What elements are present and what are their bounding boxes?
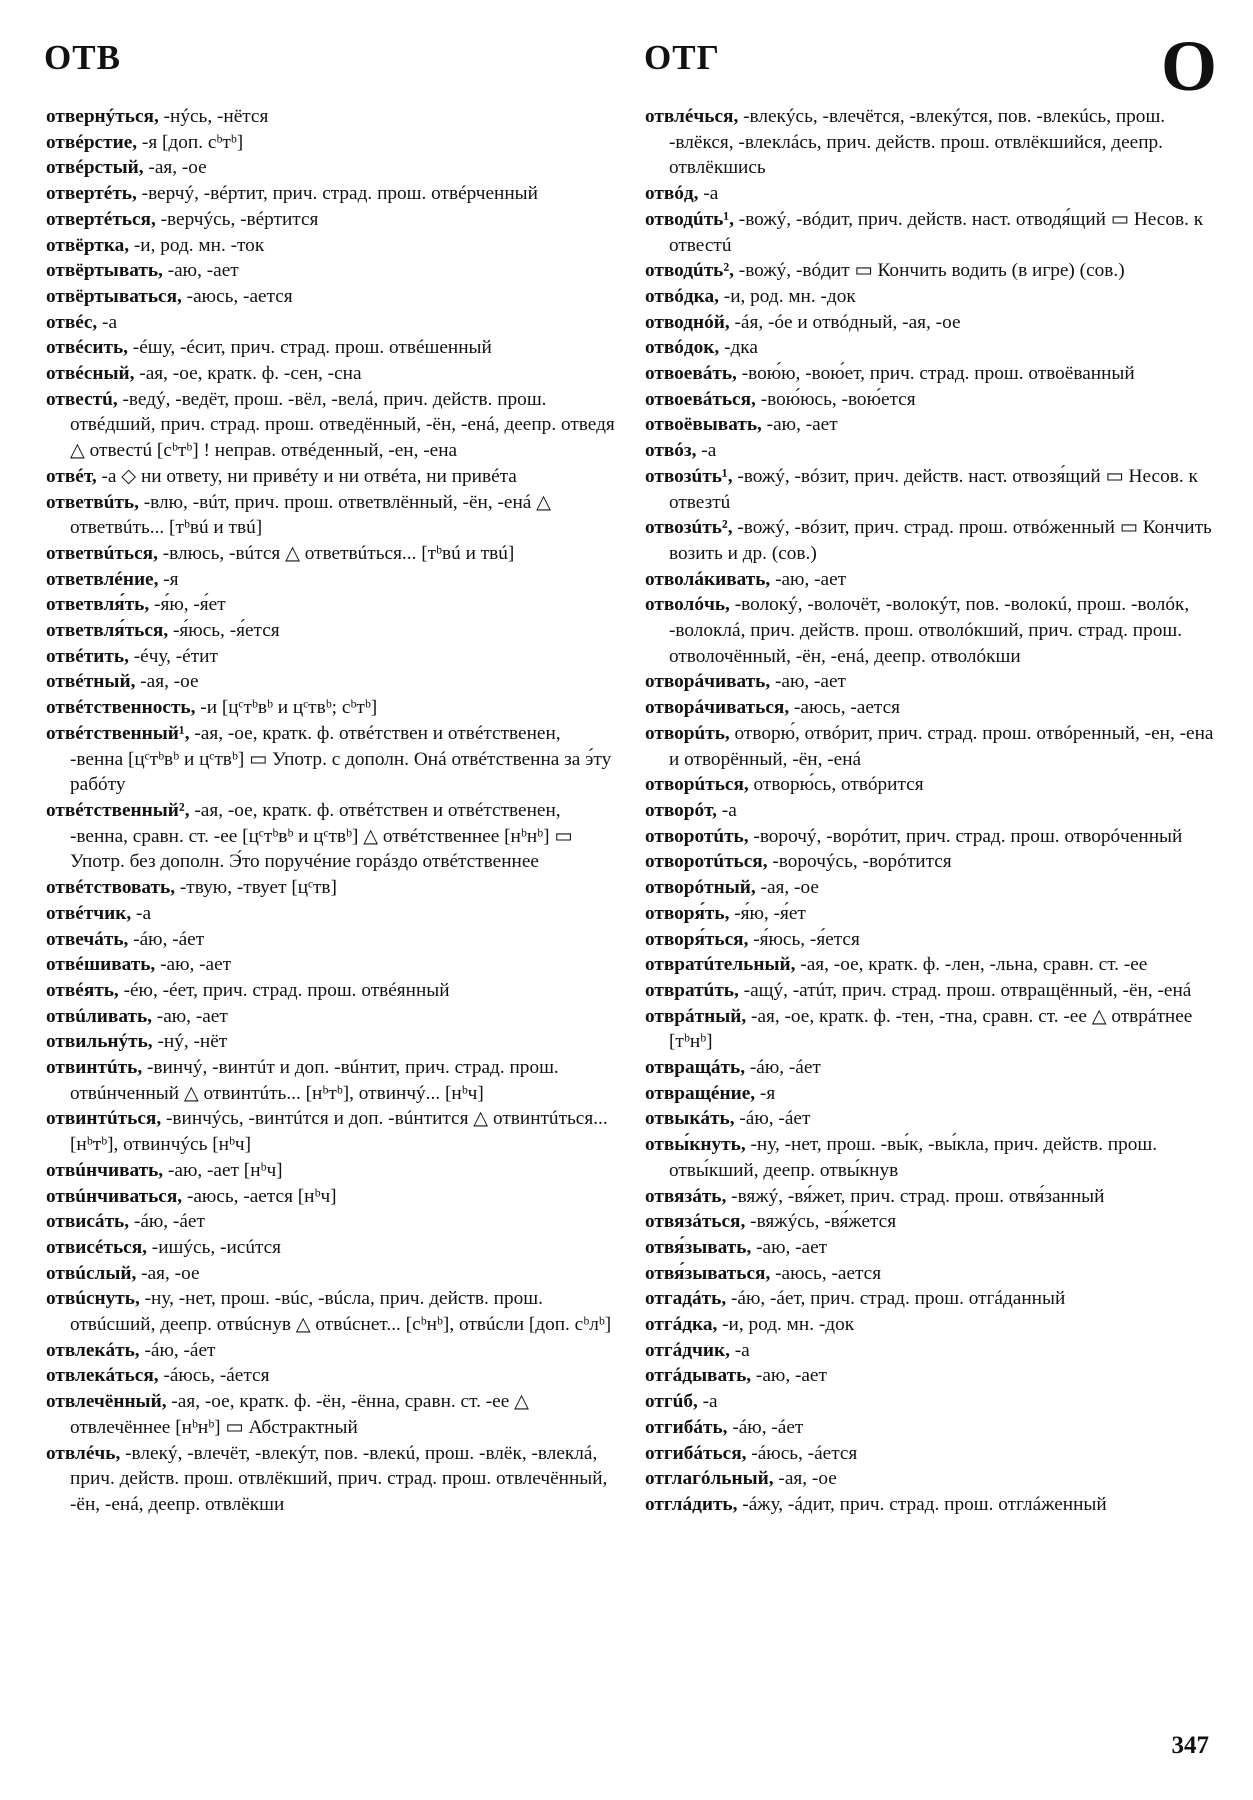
entry-definition: отворю́сь, отвóрится <box>748 774 924 796</box>
entry-definition: -а ◇ ни ответу, ни привéту и ни отвéта, ни привéта <box>96 465 517 487</box>
entry-definition: -вяжý, -вя́жет, прич. страд. прош. отвя́занный <box>726 1185 1105 1207</box>
entry-definition: -нý, -нёт <box>152 1031 228 1053</box>
entry-headword: отвы́кнуть, <box>645 1134 746 1156</box>
entry-definition: -вожý, -вóдит, прич. действ. наст. отводя́щий ▭ Несов. к отвестú <box>669 208 1204 256</box>
entry-definition: -влю, -вúт, прич. прош. ответвлённый, -ён, -енá △ ответвúть... [тᵇвú и твú] <box>70 491 551 539</box>
entry-definition: -я́юсь, -я́ется <box>168 620 280 642</box>
entry-headword: отвóд, <box>645 183 699 205</box>
entry-definition: -ая, -ое, кратк. ф. отвéтствен и отвéтственен, -венна, сравн. ст. -ее [цᶜтᵇвᵇ и цᶜтвᵇ] △ отвéтственнее [нᵇнᵇ] ▭ Употр. без дополн. Э́то поручéние горáздо отвéтственнее <box>70 799 573 873</box>
dictionary-entry <box>645 464 1217 515</box>
entry-headword: отвóдок, <box>645 337 720 359</box>
dictionary-entry <box>46 207 618 233</box>
dictionary-entry <box>46 1286 618 1337</box>
entry-definition: -я́юсь, -я́ется <box>748 928 860 950</box>
entry-headword: отвильнýть, <box>46 1031 153 1053</box>
entry-definition: -áю, -áет <box>734 1108 811 1130</box>
entry-definition: -верчýсь, -вéртится <box>155 208 319 230</box>
entry-definition: -áю, -áет <box>745 1057 821 1079</box>
entry-definition: -волокý, -волочёт, -волокýт, пов. -волокú, прош. -волóк, -волоклá, прич. действ. прош. отволóкший, прич. страд. прош. отволочённый, -ён, -енá, деепр. отволóкши <box>669 594 1190 667</box>
entry-definition: -винчý, -винтúт и доп. -вúнтит, прич. страд. прош. отвúнченный △ отвинтúть... [нᵇтᵇ], отвинчý... [нᵇч] <box>70 1057 559 1104</box>
entry-definition: -ну, -нет, прош. -вúс, -вúсла, прич. действ. прош. отвúсший, деепр. отвúснув △ отвúснет... [сᵇнᵇ], отвúсли [доп. сᵇлᵇ] <box>70 1288 612 1336</box>
dictionary-entry <box>46 490 618 541</box>
entry-headword: отвлéчься, <box>645 106 739 127</box>
entry-headword: отвоевáться, <box>645 388 756 410</box>
entry-definition: -éчу, -éтит <box>128 645 218 667</box>
entry-headword: отвязáть, <box>645 1185 727 1207</box>
dictionary-entry <box>46 1029 618 1055</box>
entry-headword: отвéрстие, <box>46 131 138 153</box>
dictionary-entry <box>645 1004 1217 1055</box>
dictionary-entry <box>645 438 1217 464</box>
dictionary-entry <box>46 1004 618 1030</box>
entry-definition: -áю, -áет <box>139 1339 216 1361</box>
dictionary-entry <box>46 1209 618 1235</box>
dictionary-entry <box>46 310 618 336</box>
entry-definition: -я́ю, -я́ет <box>729 902 806 924</box>
entry-headword: отволóчь, <box>645 594 730 616</box>
dictionary-entry <box>645 1466 1217 1492</box>
entry-headword: отвúслый, <box>46 1262 137 1284</box>
entry-headword: отвúнчиваться, <box>46 1185 183 1207</box>
entry-definition: -ая, -ое, кратк. ф. -сен, -сна <box>134 363 362 385</box>
entry-headword: отвёртка, <box>46 234 130 256</box>
entry-definition: -áю, -áет, прич. страд. прош. отгáданный <box>726 1288 1066 1310</box>
entry-definition: -éшу, -éсит, прич. страд. прош. отвéшенный <box>127 337 492 359</box>
entry-definition: -я́ю, -я́ет <box>149 594 226 616</box>
entry-headword: отвлекáть, <box>46 1339 140 1361</box>
entry-headword: ответвлéние, <box>46 568 159 590</box>
entry-definition: -а <box>97 311 118 333</box>
entry-definition: -верчý, -вéртит, прич. страд. прош. отвéрченный <box>136 183 538 205</box>
entry-headword: отвёртываться, <box>46 285 182 307</box>
entry-definition: -влекý, -влечёт, -влекýт, пов. -влекú, прош. -влёк, -влеклá, прич. действ. прош. отвлёкший, прич. страд. прош. отвлечённый, -ён, -енá, деепр. отвлёкши <box>70 1442 608 1515</box>
dictionary-entry <box>645 1415 1217 1441</box>
dictionary-entry <box>46 1055 618 1106</box>
entry-definition: -ая, -ое, кратк. ф. -лен, -льна, сравн. ст. -ее <box>795 954 1148 976</box>
dictionary-entry <box>46 721 618 798</box>
entry-definition: -ая, -ое <box>136 1262 200 1284</box>
entry-definition: -áжу, -áдит, прич. страд. прош. отглáженный <box>737 1493 1107 1515</box>
entry-definition: -ая, -ое, кратк. ф. отвéтствен и отвéтственен, -венна [цᶜтᵇвᵇ и цᶜтвᵇ] ▭ Употр. с дополн. Онá отвéтственна за э́ту рабóту <box>70 722 612 796</box>
dictionary-entry <box>46 669 618 695</box>
dictionary-entry <box>46 361 618 387</box>
running-head-left: ОТВ <box>44 38 121 77</box>
entry-headword: отвязáться, <box>645 1211 746 1233</box>
entry-definition: -аю, -ает <box>770 568 847 590</box>
entry-headword: ответвля́ть, <box>46 594 150 616</box>
entry-headword: отвéтчик, <box>46 902 132 924</box>
dictionary-entry <box>46 875 618 901</box>
entry-definition: -вою́юсь, -вою́ется <box>755 388 916 410</box>
entry-definition: -ая, -ое <box>143 157 207 179</box>
entry-headword: отвя́зываться, <box>645 1262 771 1284</box>
dictionary-entry <box>645 335 1217 361</box>
entry-headword: отгадáть, <box>645 1288 727 1310</box>
entry-definition: -а <box>131 902 152 924</box>
dictionary-entry <box>645 1261 1217 1287</box>
entry-definition: -аюсь, -ается [нᵇч] <box>182 1185 337 1207</box>
dictionary-entry <box>645 1338 1217 1364</box>
dictionary-entry <box>46 1158 618 1184</box>
entry-definition: -а <box>698 183 719 205</box>
dictionary-entry <box>46 104 618 130</box>
dictionary-entry <box>46 1363 618 1389</box>
dictionary-entry <box>645 515 1217 566</box>
entry-headword: отгáдчик, <box>645 1339 730 1361</box>
dictionary-entry <box>645 695 1217 721</box>
dictionary-entry <box>46 644 618 670</box>
entry-definition: -ишýсь, -исúтся <box>146 1236 282 1258</box>
dictionary-entry <box>645 849 1217 875</box>
entry-definition: -вожý, -вóдит ▭ Кончить водить (в игре) (сов.) <box>733 260 1125 282</box>
dictionary-entry <box>46 1184 618 1210</box>
entry-definition: -éю, -éет, прич. страд. прош. отвéянный <box>118 979 450 1001</box>
right-column <box>645 104 1217 1518</box>
entry-definition: -ащý, -атúт, прич. страд. прош. отвращённый, -ён, -енá <box>738 979 1192 1001</box>
dictionary-entry <box>645 207 1217 258</box>
entry-headword: отвращéние, <box>645 1082 756 1104</box>
dictionary-entry <box>46 541 618 567</box>
entry-headword: отвернýться, <box>46 106 159 127</box>
entry-definition: -и, род. мн. -ток <box>129 234 265 256</box>
entry-headword: отвéсный, <box>46 363 135 385</box>
entry-definition: -аюсь, -ается <box>181 285 293 307</box>
entry-headword: отвóдка, <box>645 285 719 307</box>
entry-definition: -я [доп. сᵇтᵇ] <box>137 131 244 153</box>
entry-definition: -áя, -óе и отвóдный, -ая, -ое <box>729 311 961 333</box>
entry-headword: отгáдка, <box>645 1314 718 1336</box>
entry-definition: отворю́, отвóрит, прич. страд. прош. отвóренный, -ен, -ена и отворённый, -ён, -енá <box>669 722 1214 770</box>
entry-definition: -áю, -áет <box>129 1211 205 1233</box>
dictionary-entry <box>645 1132 1217 1183</box>
entry-headword: отвéять, <box>46 979 119 1001</box>
entry-definition: -влюсь, -вúтся △ ответвúться... [тᵇвú и твú] <box>157 542 515 564</box>
dictionary-entry <box>46 695 618 721</box>
dictionary-entry <box>46 901 618 927</box>
dictionary-entry <box>645 181 1217 207</box>
dictionary-entry <box>46 618 618 644</box>
dictionary-entry <box>46 155 618 181</box>
entry-headword: отвинтúться, <box>46 1108 162 1130</box>
entry-headword: отворúть, <box>645 722 730 744</box>
dictionary-entry <box>46 567 618 593</box>
dictionary-entry <box>46 233 618 259</box>
entry-definition: -аюсь, -ается <box>789 697 900 719</box>
entry-definition: -винчýсь, -винтúтся и доп. -вúнтится △ отвинтúться... [нᵇтᵇ], отвинчýсь [нᵇч] <box>70 1108 608 1156</box>
entry-headword: отгибáть, <box>645 1416 728 1438</box>
dictionary-entry <box>645 798 1217 824</box>
dictionary-entry <box>645 1286 1217 1312</box>
dictionary-entry <box>46 1261 618 1287</box>
entry-definition: -и [цᶜтᵇвᵇ и цᶜтвᵇ; сᵇтᵇ] <box>195 697 378 719</box>
entry-definition: -ая, -ое <box>135 671 199 693</box>
entry-definition: -аю, -ает <box>770 671 846 693</box>
dictionary-entry <box>46 258 618 284</box>
entry-headword: отвинтúть, <box>46 1057 143 1079</box>
dictionary-entry <box>46 927 618 953</box>
entry-headword: отворóтный, <box>645 877 756 899</box>
entry-definition: -дка <box>719 337 758 359</box>
entry-headword: отвечáть, <box>46 928 129 950</box>
entry-definition: -ая, -ое, кратк. ф. -тен, -тна, сравн. ст. -ее △ отврáтнее [тᵇнᵇ] <box>669 1005 1193 1053</box>
entry-headword: отворúться, <box>645 774 749 796</box>
entry-headword: отвéтственный², <box>46 799 190 821</box>
dictionary-entry <box>46 1235 618 1261</box>
entry-definition: -ая, -ое <box>755 877 819 899</box>
dictionary-entry <box>46 387 618 464</box>
entry-headword: отвестú, <box>46 388 118 410</box>
dictionary-entry <box>645 669 1217 695</box>
entry-headword: отвратúть, <box>645 979 739 1001</box>
entry-headword: ответвúть, <box>46 491 139 513</box>
entry-definition: -ворочý, -ворóтит, прич. страд. прош. отворóченный <box>748 825 1183 847</box>
entry-headword: отгибáться, <box>645 1442 747 1464</box>
entry-headword: отвлекáться, <box>46 1365 159 1387</box>
entry-headword: ответвля́ться, <box>46 620 169 642</box>
entry-headword: отвертéться, <box>46 208 156 230</box>
dictionary-entry <box>645 875 1217 901</box>
dictionary-entry <box>645 927 1217 953</box>
dictionary-entry <box>645 901 1217 927</box>
dictionary-entry <box>645 310 1217 336</box>
dictionary-entry <box>645 284 1217 310</box>
dictionary-entry <box>645 104 1217 181</box>
entry-definition: -нýсь, -нётся <box>158 106 269 127</box>
entry-definition: -и, род. мн. -док <box>717 1314 855 1336</box>
entry-headword: отвоевáть, <box>645 363 737 385</box>
entry-headword: отвéтствовать, <box>46 877 176 899</box>
entry-headword: отвéтственность, <box>46 697 196 719</box>
dictionary-entry <box>645 361 1217 387</box>
entry-definition: -аю, -ает <box>761 414 838 436</box>
entry-definition: -ну, -нет, прош. -вы́к, -вы́кла, прич. действ. прош. отвы́кший, деепр. отвы́кнув <box>669 1134 1158 1181</box>
entry-headword: отворя́ться, <box>645 928 749 950</box>
entry-headword: отвúснуть, <box>46 1288 140 1310</box>
entry-headword: отвéсить, <box>46 337 128 359</box>
dictionary-entry <box>46 1441 618 1518</box>
dictionary-entry <box>645 1055 1217 1081</box>
entry-headword: отвéтственный¹, <box>46 722 190 744</box>
entry-headword: отвоёвывать, <box>645 414 762 436</box>
entry-definition: -аю, -ает [нᵇч] <box>163 1159 283 1181</box>
entry-headword: отворотúть, <box>645 825 749 847</box>
entry-headword: отвéшивать, <box>46 954 156 976</box>
running-head-right: ОТГ <box>644 38 720 77</box>
entry-headword: отвлечённый, <box>46 1391 167 1413</box>
entry-headword: отвисáть, <box>46 1211 130 1233</box>
page-number: 347 <box>1171 1732 1209 1759</box>
entry-definition: -а <box>716 799 737 821</box>
dictionary-entry <box>46 978 618 1004</box>
entry-definition: -вою́ю, -вою́ет, прич. страд. прош. отвоёванный <box>736 363 1135 385</box>
entry-definition: -аю, -ает <box>751 1365 827 1387</box>
dictionary-entry <box>645 952 1217 978</box>
dictionary-entry <box>46 335 618 361</box>
entry-headword: отводúть², <box>645 260 734 282</box>
dictionary-entry <box>645 824 1217 850</box>
entry-headword: отвúливать, <box>46 1005 152 1027</box>
entry-definition: -а <box>729 1339 750 1361</box>
dictionary-entry <box>46 1389 618 1440</box>
dictionary-entry <box>46 1338 618 1364</box>
entry-headword: отгúб, <box>645 1391 698 1413</box>
dictionary-entry <box>46 181 618 207</box>
entry-headword: отвозúть¹, <box>645 465 733 487</box>
entry-headword: отвóз, <box>645 440 697 462</box>
entry-headword: отвéрстый, <box>46 157 144 179</box>
entry-definition: -áюсь, -áется <box>746 1442 858 1464</box>
entry-headword: отворя́ть, <box>645 902 730 924</box>
entry-headword: отвертéть, <box>46 183 137 205</box>
entry-headword: отвúнчивать, <box>46 1159 164 1181</box>
entry-headword: отводúть¹, <box>645 208 734 230</box>
entry-headword: отгáдывать, <box>645 1365 752 1387</box>
dictionary-entry <box>645 258 1217 284</box>
entry-headword: отвращáть, <box>645 1057 746 1079</box>
thumb-index-letter: О <box>1160 26 1217 106</box>
entry-headword: отворáчиваться, <box>645 697 790 719</box>
dictionary-entry <box>645 387 1217 413</box>
dictionary-entry <box>645 1363 1217 1389</box>
entry-headword: отворотúться, <box>645 851 768 873</box>
dictionary-entry <box>645 1235 1217 1261</box>
dictionary-entry <box>645 567 1217 593</box>
dictionary-entry <box>645 1081 1217 1107</box>
entry-headword: отвисéться, <box>46 1236 147 1258</box>
dictionary-entry <box>46 952 618 978</box>
entry-definition: -вяжýсь, -вя́жется <box>745 1211 897 1233</box>
entry-headword: отвéс, <box>46 311 98 333</box>
dictionary-entry <box>645 978 1217 1004</box>
entry-headword: отвéтить, <box>46 645 129 667</box>
entry-definition: -аю, -ает <box>751 1236 828 1258</box>
entry-definition: -я <box>158 568 179 590</box>
entry-definition: -вожý, -вóзит, прич. действ. наст. отвозя́щий ▭ Несов. к отвезтú <box>669 465 1198 513</box>
entry-headword: отворáчивать, <box>645 671 771 693</box>
entry-headword: отвя́зывать, <box>645 1236 752 1258</box>
dictionary-entry <box>645 592 1217 669</box>
dictionary-entry <box>645 1184 1217 1210</box>
dictionary-entry <box>645 1492 1217 1518</box>
entry-headword: отводнóй, <box>645 311 730 333</box>
dictionary-entry <box>645 772 1217 798</box>
entry-headword: отволáкивать, <box>645 568 771 590</box>
entry-definition: -аюсь, -ается <box>770 1262 882 1284</box>
entry-headword: отврáтный, <box>645 1005 747 1027</box>
entry-headword: отвлéчь, <box>46 1442 121 1464</box>
entry-definition: -а <box>697 1391 718 1413</box>
dictionary-entry <box>645 1312 1217 1338</box>
entry-definition: -а <box>696 440 717 462</box>
entry-definition: -ворочýсь, -ворóтится <box>767 851 952 873</box>
entry-headword: ответвúться, <box>46 542 158 564</box>
entry-headword: отворóт, <box>645 799 717 821</box>
entry-headword: отвéт, <box>46 465 97 487</box>
dictionary-entry <box>645 1441 1217 1467</box>
entry-definition: -ая, -ое <box>773 1468 837 1490</box>
entry-definition: -твую, -твует [цᶜтв] <box>175 877 337 899</box>
dictionary-entry <box>645 1389 1217 1415</box>
entry-definition: -ведý, -ведёт, прош. -вёл, -велá, прич. действ. прош. отвéдший, прич. страд. прош. отведённый, -ён, -енá, деепр. отведя △ отвестú [сᵇтᵇ] ! неправ. отвéденный, -ен, -ена <box>70 388 615 462</box>
left-column <box>46 104 618 1518</box>
dictionary-entry <box>46 464 618 490</box>
entry-definition: -аю, -ает <box>162 260 239 282</box>
dictionary-entry <box>46 284 618 310</box>
entry-definition: -я <box>755 1082 776 1104</box>
entry-definition: -и, род. мн. -док <box>718 285 856 307</box>
entry-definition: -ая, -ое, кратк. ф. -ён, -ённа, сравн. ст. -ее △ отвлечённее [нᵇнᵇ] ▭ Абстрактный <box>70 1391 529 1438</box>
dictionary-entry <box>645 412 1217 438</box>
entry-definition: -вожý, -вóзит, прич. страд. прош. отвóженный ▭ Кончить возить и др. (сов.) <box>669 517 1212 564</box>
entry-headword: отглáдить, <box>645 1493 738 1515</box>
entry-headword: отвéтный, <box>46 671 136 693</box>
entry-headword: отвёртывать, <box>46 260 163 282</box>
dictionary-entry <box>46 798 618 875</box>
entry-definition: -áю, -áет <box>727 1416 804 1438</box>
entry-definition: -áю, -áет <box>128 928 205 950</box>
entry-headword: отглагóльный, <box>645 1468 774 1490</box>
dictionary-entry <box>645 721 1217 772</box>
entry-definition: -аю, -ает <box>155 954 232 976</box>
entry-headword: отвозúть², <box>645 517 733 539</box>
entry-definition: -аю, -ает <box>151 1005 228 1027</box>
dictionary-entry <box>645 1106 1217 1132</box>
entry-definition: -влекýсь, -влечётся, -влекýтся, пов. -влекúсь, прош. -влёкся, -влеклáсь, прич. действ. прош. отвлёкшийся, деепр. отвлёкшись <box>669 106 1166 179</box>
dictionary-entry <box>46 592 618 618</box>
dictionary-entry <box>46 1106 618 1157</box>
dictionary-entry <box>46 130 618 156</box>
entry-headword: отвратúтельный, <box>645 954 796 976</box>
dictionary-entry <box>645 1209 1217 1235</box>
entry-definition: -áюсь, -áется <box>158 1365 270 1387</box>
entry-headword: отвыкáть, <box>645 1108 735 1130</box>
